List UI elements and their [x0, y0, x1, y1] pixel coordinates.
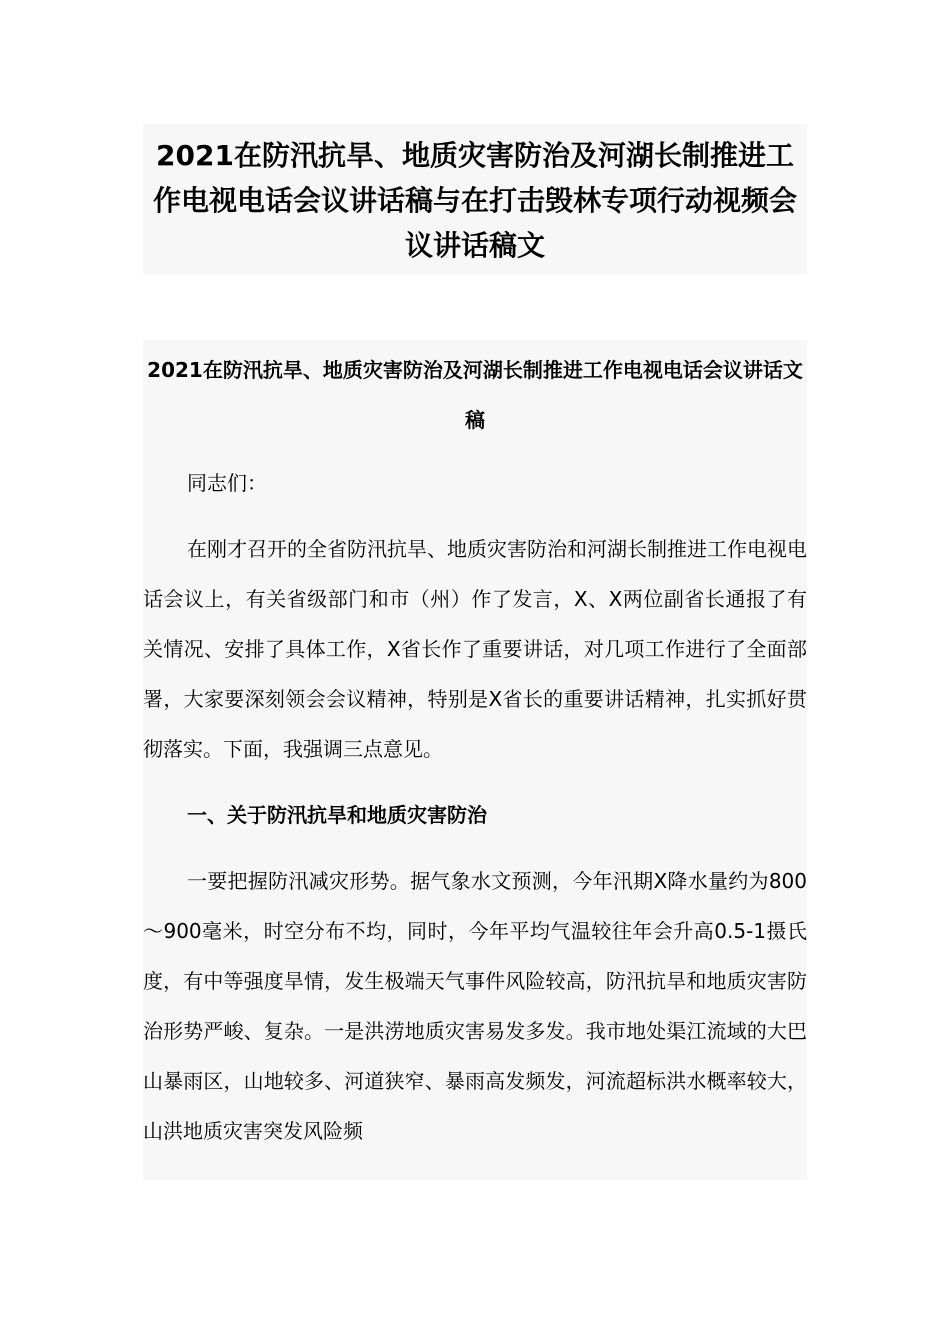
- document-body: [143, 340, 807, 1180]
- paragraph-opening: 在刚才召开的全省防汛抗旱、地质灾害防治和河湖长制推进工作电视电话会议上，有关省级部门和市（州）作了发言，X、X两位副省长通报了有关情况、安排了具体工作，X省长作了重要讲话，对几项工作进行了全面部署，大家要深刻领会会议精神，特别是X省长的重要讲话精神，扎实抓好贯彻落实。下面，我强调三点意见。: [143, 537, 807, 761]
- paragraph-flood-situation: 一要把握防汛减灾形势。据气象水文预测，今年汛期X降水量约为800～900毫米，时空分布不均，同时，今年平均气温较往年会升高0.5-1摄氏度，有中等强度旱情，发生极端天气事件风险较高，防汛抗旱和地质灾害防治形势严峻、复杂。一是洪涝地质灾害易发多发。我市地处渠江流域的大巴山暴雨区，山地较多、河道狭窄、暴雨高发频发，河流超标洪水概率较大，山洪地质灾害突发风险频: [143, 869, 807, 1143]
- document-title: 2021在防汛抗旱、地质灾害防治及河湖长制推进工作电视电话会议讲话稿与在打击毁林专项行动视频会议讲话稿文: [143, 124, 807, 274]
- heading-flood-control: 一、关于防汛抗旱和地质灾害防治: [187, 803, 487, 827]
- section-title: 2021在防汛抗旱、地质灾害防治及河湖长制推进工作电视电话会议讲话文稿: [147, 358, 803, 432]
- salutation: 同志们：: [187, 471, 267, 495]
